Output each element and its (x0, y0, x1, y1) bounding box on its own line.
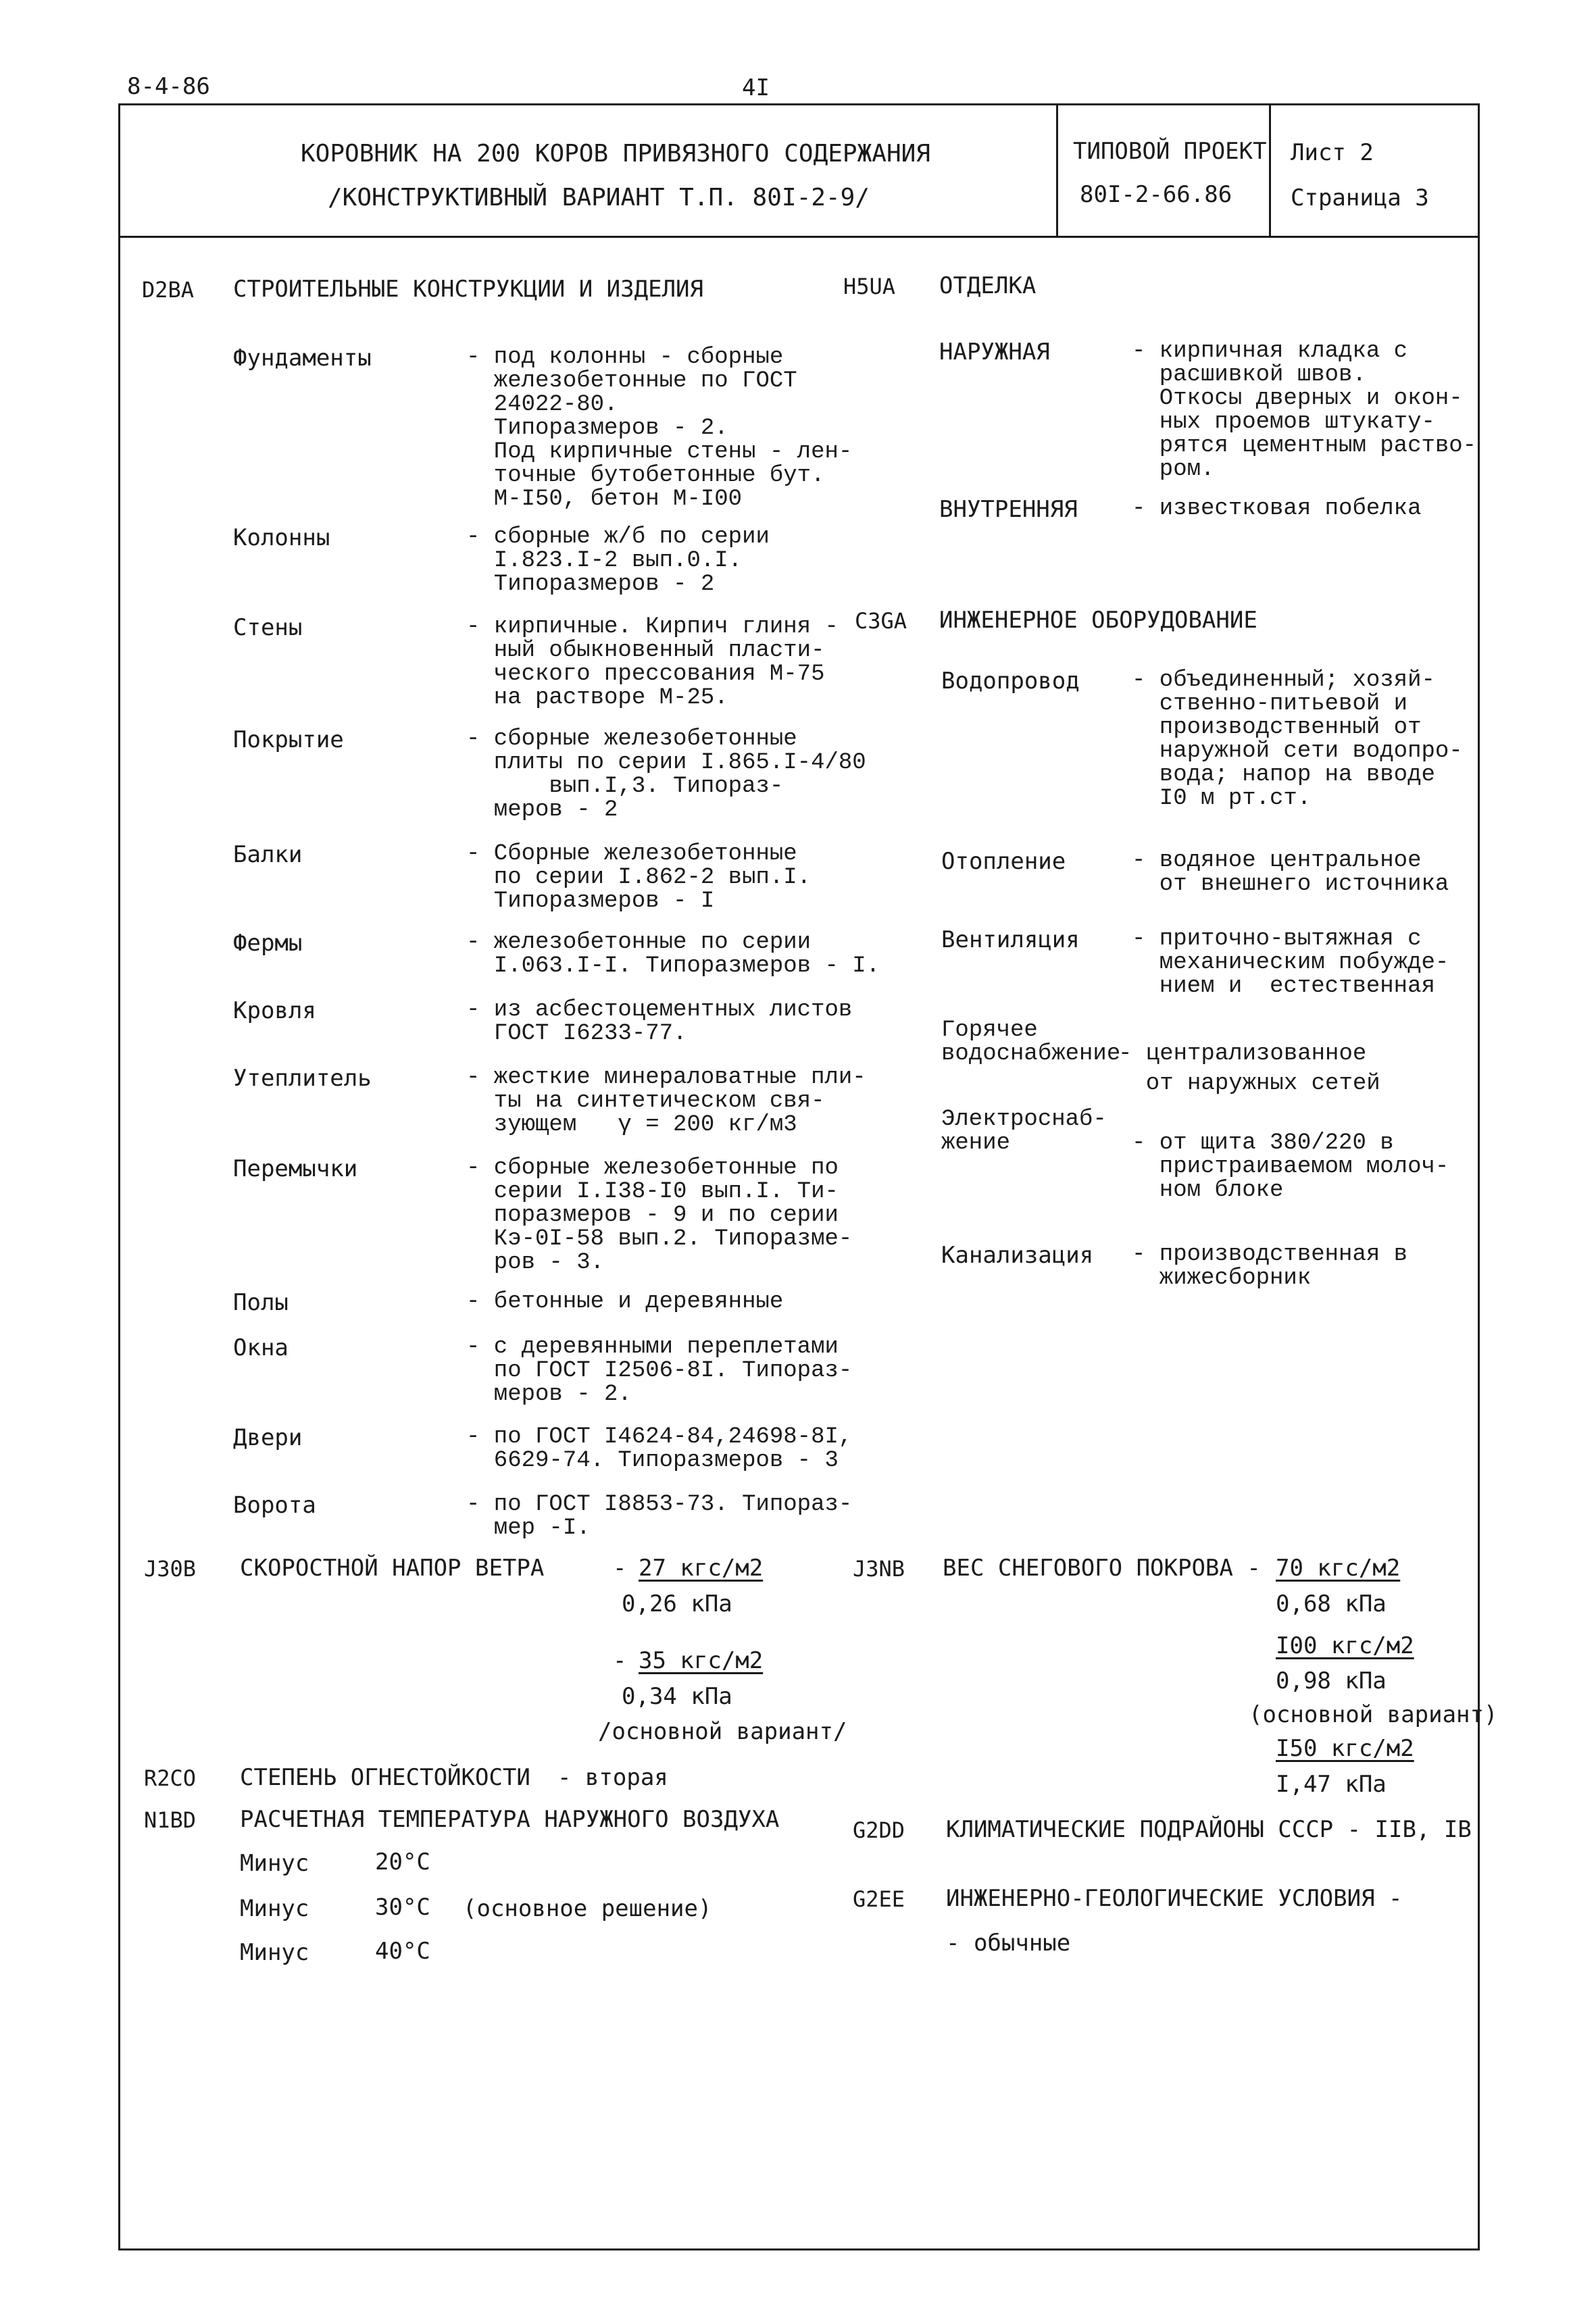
construct-item-label: Колонны (233, 524, 330, 551)
construct-item-label: Покрытие (233, 726, 344, 753)
snow-value-2: I00 кгс/м2 (1276, 1632, 1414, 1659)
construct-item-desc: - по ГОСТ I8853-73. Типораз- мер -I. (466, 1492, 853, 1541)
temp-value: 40°C (375, 1938, 430, 1965)
construct-item-desc: - сборные железобетонные плиты по серии I.865.I-4/80 вып.I,3. Типораз- меров - 2 (466, 726, 866, 823)
construct-item-label: Окна (233, 1334, 289, 1361)
construct-item-label: Балки (233, 841, 303, 868)
construct-item-label: Утеплитель (233, 1065, 372, 1092)
code-j3nb: J3NB (853, 1556, 905, 1582)
construct-item-desc: - из асбестоцементных листов ГОСТ I6233-77. (466, 997, 853, 1047)
construct-item-label: Ворота (233, 1492, 316, 1519)
document-date: 8-4-86 (127, 73, 210, 100)
fire-title: СТЕПЕНЬ ОГНЕСТОЙКОСТИ (240, 1764, 530, 1791)
snow-value-1-kpa: 0,68 кПа (1276, 1590, 1387, 1617)
code-n1bd: N1BD (144, 1807, 197, 1833)
snow-title: ВЕС СНЕГОВОГО ПОКРОВА - (943, 1555, 1261, 1582)
code-j30b: J30B (144, 1556, 197, 1582)
geology-title: ИНЖЕНЕРНО-ГЕОЛОГИЧЕСКИЕ УСЛОВИЯ - (946, 1885, 1403, 1912)
temp-note: (основное решение) (463, 1895, 712, 1922)
project-number: 80I-2-66.86 (1080, 181, 1232, 208)
finish-item-desc: - кирпичная кладка с расшивкой швов. Откосы дверных и окон- ных проемов штукату- рятся цементным раство- ром. (1132, 338, 1477, 482)
finish-item-label: НАРУЖНАЯ (939, 338, 1050, 366)
code-c3ga: C3GA (855, 608, 907, 634)
snow-value-1: 70 кгс/м2 (1276, 1555, 1401, 1582)
header-divider (118, 236, 1480, 238)
code-d2ba: D2BA (142, 277, 195, 303)
construct-item-desc: - сборные железобетонные по серии I.I38-I0 вып.I. Ти- поразмеров - 9 и по серии Кэ-0I-58 вып.2. Типоразме- ров - 3. (466, 1155, 853, 1276)
code-r2co: R2CO (144, 1765, 197, 1791)
snow-value-3: I50 кгс/м2 (1276, 1735, 1414, 1762)
code-h5ua: H5UA (843, 274, 896, 299)
code-g2dd: G2DD (853, 1817, 905, 1843)
engineering-item-desc: - централизованное от наружных сетей (1118, 1041, 1380, 1097)
wind-value-2: 35 кгс/м2 (639, 1647, 764, 1674)
code-g2ee: G2EE (853, 1886, 905, 1912)
construct-item-desc: - с деревянными переплетами по ГОСТ I2506-8I. Типораз- меров - 2. (466, 1334, 853, 1407)
temp-sign: Минус (240, 1895, 309, 1922)
engineering-item-label: Электроснаб- жение (941, 1107, 1107, 1156)
wind-value-1-kpa: 0,26 кПа (622, 1590, 732, 1617)
wind-note: /основной вариант/ (598, 1718, 847, 1745)
construct-item-label: Полы (233, 1289, 289, 1316)
construct-item-desc: - Сборные железобетонные по серии I.862-2 вып.I. Типоразмеров - I (466, 841, 812, 914)
engineering-item-desc: - от щита 380/220 в пристраиваемом молоч- ном блоке (1132, 1130, 1449, 1203)
project-label: ТИПОВОЙ ПРОЕКТ (1073, 138, 1267, 165)
temp-sign: Минус (240, 1939, 309, 1966)
engineering-item-label: Вентиляция (941, 926, 1080, 953)
construct-section-title: СТРОИТЕЛЬНЫЕ КОНСТРУКЦИИ И ИЗДЕЛИЯ (233, 276, 703, 303)
temp-value: 20°C (375, 1848, 430, 1876)
wind-value-2-kpa: 0,34 кПа (622, 1683, 732, 1710)
construct-item-desc: - сборные ж/б по серии I.823.I-2 вып.0.I. Типоразмеров - 2 (466, 524, 770, 597)
geology-value: - обычные (946, 1930, 1071, 1957)
engineering-item-label: Горячее водоснабжение (941, 1017, 1121, 1067)
engineering-section-title: ИНЖЕНЕРНОЕ ОБОРУДОВАНИЕ (939, 607, 1257, 634)
construct-item-desc: - под колонны - сборные железобетонные по ГОСТ 24022-80. Типоразмеров - 2. Под кирпичные стены - лен- точные бутобетонные бут. М-I50, бетон М-I00 (466, 345, 853, 512)
temp-title: РАСЧЕТНАЯ ТЕМПЕРАТУРА НАРУЖНОГО ВОЗДУХА (240, 1806, 780, 1833)
wind-dash: - (613, 1647, 627, 1674)
construct-item-desc: - кирпичные. Кирпич глиня - ный обыкновенный пласти- ческого прессования М-75 на растворе М-25. (466, 614, 839, 711)
document-title-line1: КОРОВНИК НА 200 КОРОВ ПРИВЯЗНОГО СОДЕРЖАНИЯ (301, 140, 930, 168)
header-divider-1 (1056, 103, 1058, 236)
engineering-item-desc: - объединенный; хозяй- ственно-питьевой и производственный от наружной сети водопро- вода; напор на вводе I0 м рт.ст. (1132, 668, 1463, 811)
fire-value: - вторая (557, 1764, 668, 1791)
snow-note: (основной вариант) (1249, 1701, 1498, 1728)
finish-section-title: ОТДЕЛКА (939, 272, 1037, 299)
construct-item-label: Фермы (233, 930, 303, 957)
finish-item-label: ВНУТРЕННЯЯ (939, 496, 1078, 523)
temp-value: 30°C (375, 1894, 430, 1921)
engineering-item-desc: - приточно-вытяжная с механическим побужде- нием и естественная (1132, 926, 1449, 999)
climate-title: КЛИМАТИЧЕСКИЕ ПОДРАЙОНЫ СССР - IIВ, IВ (946, 1816, 1472, 1843)
header-divider-2 (1269, 103, 1271, 236)
construct-item-label: Фундаменты (233, 345, 372, 372)
page-number: 4I (742, 74, 770, 101)
engineering-item-desc: - производственная в жижесборник (1132, 1242, 1408, 1291)
construct-item-label: Кровля (233, 997, 316, 1024)
construct-item-label: Двери (233, 1424, 303, 1451)
wind-value-1: 27 кгс/м2 (639, 1555, 764, 1582)
engineering-item-label: Водопровод (941, 668, 1080, 695)
construct-item-label: Стены (233, 614, 303, 641)
engineering-item-desc: - водяное центральное от внешнего источника (1132, 848, 1449, 897)
construct-item-desc: - жесткие минераловатные пли- ты на синтетическом свя- зующем γ = 200 кг/м3 (466, 1065, 866, 1138)
snow-value-2-kpa: 0,98 кПа (1276, 1667, 1387, 1694)
temp-sign: Минус (240, 1850, 309, 1877)
snow-value-3-kpa: I,47 кПа (1276, 1771, 1387, 1798)
page-label: Страница 3 (1291, 184, 1429, 211)
finish-item-desc: - известковая побелка (1132, 496, 1422, 522)
wind-dash: - (613, 1555, 627, 1582)
wind-title: СКОРОСТНОЙ НАПОР ВЕТРА (240, 1555, 545, 1582)
construct-item-desc: - по ГОСТ I4624-84,24698-8I, 6629-74. Типоразмеров - 3 (466, 1424, 853, 1474)
construct-item-desc: - железобетонные по серии I.063.I-I. Типоразмеров - I. (466, 930, 880, 979)
sheet-number: Лист 2 (1291, 139, 1374, 166)
engineering-item-label: Канализация (941, 1242, 1094, 1269)
construct-item-label: Перемычки (233, 1155, 358, 1182)
engineering-item-label: Отопление (941, 848, 1066, 875)
document-title-line2: /КОНСТРУКТИВНЫЙ ВАРИАНТ Т.П. 80I-2-9/ (328, 184, 870, 211)
construct-item-desc: - бетонные и деревянные (466, 1289, 784, 1315)
